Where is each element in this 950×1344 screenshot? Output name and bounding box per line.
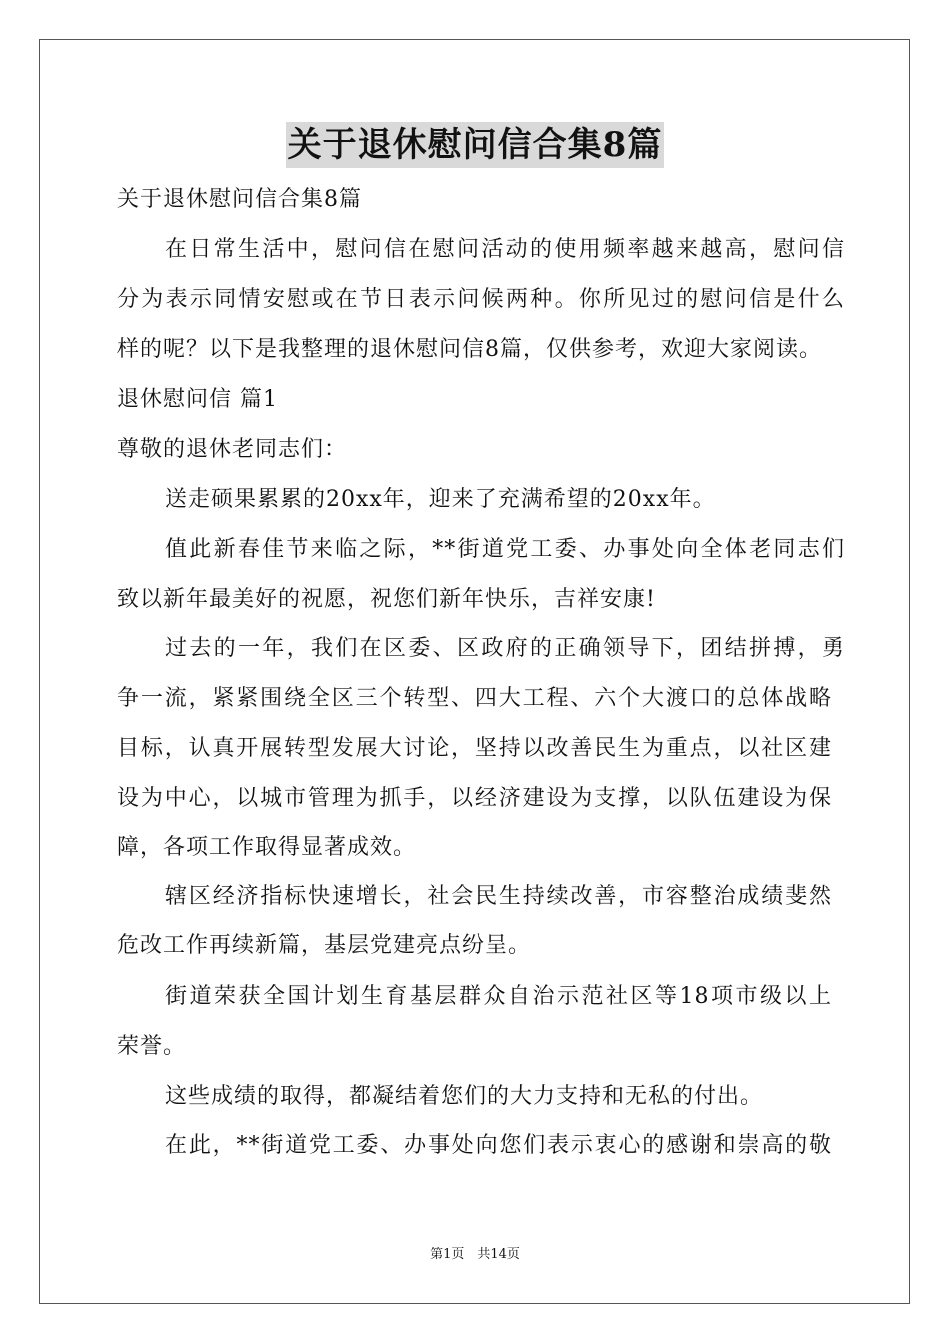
paragraph-1-line-1: 送走硕果累累的20xx年，迎来了充满希望的20xx年。 xyxy=(165,487,716,512)
paragraph-2-line-1: 值此新春佳节来临之际，**街道党工委、办事处向全体老同志们 xyxy=(165,537,845,562)
intro-line-3: 样的呢？以下是我整理的退休慰问信8篇，仅供参考，欢迎大家阅读。 xyxy=(117,337,822,362)
document-subtitle: 关于退休慰问信合集8篇 xyxy=(117,187,362,212)
title-container xyxy=(0,122,950,168)
paragraph-3-line-2: 争一流，紧紧围绕全区三个转型、四大工程、六个大渡口的总体战略 xyxy=(117,686,832,711)
intro-line-1: 在日常生活中，慰问信在慰问活动的使用频率越来越高，慰问信 xyxy=(165,237,845,262)
paragraph-3-line-4: 设为中心，以城市管理为抓手，以经济建设为支撑，以队伍建设为保 xyxy=(117,786,832,811)
paragraph-2-line-2: 致以新年最美好的祝愿，祝您们新年快乐，吉祥安康! xyxy=(117,587,656,612)
intro-line-2: 分为表示同情安慰或在节日表示问候两种。你所见过的慰问信是什么 xyxy=(117,287,845,312)
page-footer: 第1页 共14页 xyxy=(430,1247,520,1262)
section-heading: 退休慰问信 篇1 xyxy=(117,387,278,412)
paragraph-5-line-2: 荣誉。 xyxy=(117,1034,187,1059)
paragraph-6-line-1: 这些成绩的取得，都凝结着您们的大力支持和无私的付出。 xyxy=(165,1084,764,1109)
page-border xyxy=(39,39,910,1304)
salutation: 尊敬的退休老同志们： xyxy=(117,437,348,462)
paragraph-4-line-2: 危改工作再续新篇，基层党建亮点纷呈。 xyxy=(117,933,532,958)
paragraph-3-line-3: 目标，认真开展转型发展大讨论，坚持以改善民生为重点，以社区建 xyxy=(117,736,832,761)
paragraph-7-line-1: 在此，**街道党工委、办事处向您们表示衷心的感谢和崇高的敬 xyxy=(165,1133,832,1158)
paragraph-4-line-1: 辖区经济指标快速增长，社会民生持续改善，市容整治成绩斐然 xyxy=(165,884,832,909)
paragraph-3-line-1: 过去的一年，我们在区委、区政府的正确领导下，团结拼搏，勇 xyxy=(165,636,845,661)
paragraph-3-line-5: 障，各项工作取得显著成效。 xyxy=(117,835,417,860)
paragraph-5-line-1: 街道荣获全国计划生育基层群众自治示范社区等18项市级以上 xyxy=(165,984,832,1009)
document-title: 关于退休慰问信合集8篇 xyxy=(286,122,665,168)
